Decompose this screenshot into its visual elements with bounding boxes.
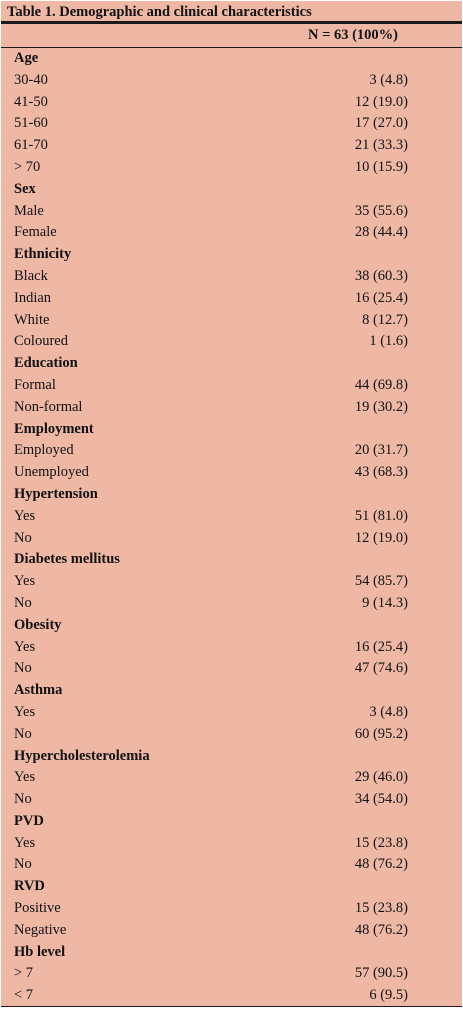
row-value-cell	[298, 462, 408, 484]
row-value: 12 (19.0)	[354, 93, 408, 110]
row-value: 12 (19.0)	[354, 529, 408, 546]
row-value-cell	[298, 331, 408, 353]
row-value: 1 (1.6)	[369, 333, 408, 350]
row-value-cell	[298, 593, 408, 615]
row-value: 51 (81.0)	[354, 507, 408, 524]
table-row	[1, 571, 462, 593]
row-value-cell	[298, 310, 408, 332]
table-row	[1, 506, 462, 528]
table-row	[1, 702, 462, 724]
section-heading-row	[1, 549, 462, 571]
table-row	[1, 201, 462, 223]
table-row	[1, 222, 462, 244]
row-value: 17 (27.0)	[354, 115, 408, 132]
characteristics-table	[1, 1, 462, 1007]
row-value-cell	[298, 222, 408, 244]
section-heading-row	[1, 353, 462, 375]
column-header-n: N = 63 (100%)	[307, 27, 399, 43]
table-row	[1, 113, 462, 135]
section-heading-row	[1, 419, 462, 441]
row-label: Yes	[14, 834, 36, 851]
row-label: Formal	[14, 376, 56, 393]
row-label: Male	[14, 202, 44, 219]
table-header-row	[1, 24, 462, 48]
table-row	[1, 637, 462, 659]
section-label: Ethnicity	[14, 246, 72, 263]
row-value: 15 (23.8)	[354, 900, 408, 917]
table-row	[1, 593, 462, 615]
row-value-cell	[298, 528, 408, 550]
table-row	[1, 963, 462, 985]
row-value-cell	[298, 157, 408, 179]
table-row	[1, 985, 462, 1007]
row-value: 57 (90.5)	[354, 965, 408, 982]
row-value: 43 (68.3)	[354, 464, 408, 481]
section-label: Diabetes mellitus	[14, 551, 120, 568]
section-heading-row	[1, 746, 462, 768]
table-row	[1, 724, 462, 746]
row-label: Yes	[14, 507, 36, 524]
row-label: Black	[14, 267, 48, 284]
section-label: PVD	[14, 812, 44, 829]
row-label: No	[14, 594, 32, 611]
row-value: 34 (54.0)	[354, 791, 408, 808]
row-label: No	[14, 529, 32, 546]
row-value-cell	[298, 898, 408, 920]
section-heading-row	[1, 811, 462, 833]
row-value: 47 (74.6)	[354, 660, 408, 677]
row-label: No	[14, 725, 32, 742]
row-label: Employed	[14, 442, 74, 459]
row-value: 28 (44.4)	[354, 224, 408, 241]
row-value-cell	[298, 789, 408, 811]
row-value-cell	[298, 963, 408, 985]
row-value: 35 (55.6)	[354, 202, 408, 219]
row-value-cell	[298, 658, 408, 680]
row-value-cell	[298, 92, 408, 114]
section-label: Asthma	[14, 682, 63, 699]
row-value: 44 (69.8)	[354, 376, 408, 393]
section-heading-row	[1, 942, 462, 964]
section-label: RVD	[14, 878, 45, 895]
row-label: Indian	[14, 289, 52, 306]
row-value-cell	[298, 571, 408, 593]
section-label: Sex	[14, 180, 36, 197]
table-row	[1, 157, 462, 179]
row-value: 29 (46.0)	[354, 769, 408, 786]
row-value-cell	[298, 920, 408, 942]
row-label: Non-formal	[14, 398, 83, 415]
section-label: Hb level	[14, 943, 66, 960]
section-heading-row	[1, 615, 462, 637]
row-value: 9 (14.3)	[362, 594, 408, 611]
table-row	[1, 266, 462, 288]
row-label: Yes	[14, 573, 36, 590]
section-label: Hypertension	[14, 485, 98, 502]
table-row	[1, 767, 462, 789]
table-row	[1, 70, 462, 92]
row-value-cell	[298, 833, 408, 855]
row-value-cell	[298, 266, 408, 288]
row-label: > 7	[14, 965, 34, 982]
row-label: Yes	[14, 769, 36, 786]
table-row	[1, 854, 462, 876]
row-value-cell	[298, 440, 408, 462]
row-value: 3 (4.8)	[369, 71, 408, 88]
row-value: 54 (85.7)	[354, 573, 408, 590]
row-value: 21 (33.3)	[354, 137, 408, 154]
row-label: Positive	[14, 900, 61, 917]
row-value: 48 (76.2)	[354, 921, 408, 938]
table-row	[1, 462, 462, 484]
bottom-rule	[1, 1006, 462, 1007]
row-label: Coloured	[14, 333, 68, 350]
section-heading-row	[1, 179, 462, 201]
table-row	[1, 92, 462, 114]
row-value-cell	[298, 113, 408, 135]
row-label: 61-70	[14, 137, 48, 154]
row-value-cell	[298, 506, 408, 528]
section-heading-row	[1, 876, 462, 898]
row-label: 51-60	[14, 115, 48, 132]
row-value-cell	[298, 397, 408, 419]
row-value: 16 (25.4)	[354, 638, 408, 655]
table-row	[1, 288, 462, 310]
row-label: 41-50	[14, 93, 48, 110]
row-value-cell	[298, 201, 408, 223]
row-value: 19 (30.2)	[354, 398, 408, 415]
table-row	[1, 833, 462, 855]
row-value: 20 (31.7)	[354, 442, 408, 459]
row-label: < 7	[14, 987, 34, 1004]
table-title: Table 1. Demographic and clinical characteristics	[1, 1, 462, 24]
row-value: 3 (4.8)	[369, 703, 408, 720]
section-heading-row	[1, 244, 462, 266]
row-value: 15 (23.8)	[354, 834, 408, 851]
row-value-cell	[298, 70, 408, 92]
table-row	[1, 135, 462, 157]
row-value-cell	[298, 288, 408, 310]
row-value: 10 (15.9)	[354, 158, 408, 175]
table-row	[1, 331, 462, 353]
section-heading-row	[1, 48, 462, 70]
row-value: 8 (12.7)	[362, 311, 408, 328]
row-label: Yes	[14, 638, 36, 655]
table-row	[1, 789, 462, 811]
row-value: 6 (9.5)	[369, 987, 408, 1004]
row-value: 38 (60.3)	[354, 267, 408, 284]
table-row	[1, 920, 462, 942]
section-label: Education	[14, 355, 78, 372]
row-label: No	[14, 856, 32, 873]
row-value-cell	[298, 135, 408, 157]
row-label: Unemployed	[14, 464, 89, 481]
row-value: 48 (76.2)	[354, 856, 408, 873]
row-value-cell	[298, 854, 408, 876]
table-row	[1, 397, 462, 419]
table-row	[1, 898, 462, 920]
row-value: 16 (25.4)	[354, 289, 408, 306]
row-label: 30-40	[14, 71, 48, 88]
row-label: No	[14, 660, 32, 677]
section-label: Age	[14, 50, 39, 66]
row-label: Yes	[14, 703, 36, 720]
row-label: Negative	[14, 921, 67, 938]
row-value-cell	[298, 375, 408, 397]
row-label: > 70	[14, 158, 41, 175]
row-value-cell	[298, 637, 408, 659]
table-row	[1, 440, 462, 462]
table-body	[1, 48, 462, 1007]
row-label: White	[14, 311, 50, 328]
row-label: Female	[14, 224, 57, 241]
section-heading-row	[1, 680, 462, 702]
table-row	[1, 528, 462, 550]
section-label: Hypercholesterolemia	[14, 747, 150, 764]
row-label: No	[14, 791, 32, 808]
section-label: Employment	[14, 420, 94, 437]
row-value-cell	[298, 702, 408, 724]
row-value: 60 (95.2)	[354, 725, 408, 742]
row-value-cell	[298, 985, 408, 1007]
row-value-cell	[298, 767, 408, 789]
table-row	[1, 375, 462, 397]
table-row	[1, 310, 462, 332]
section-heading-row	[1, 484, 462, 506]
table-row	[1, 658, 462, 680]
section-label: Obesity	[14, 616, 62, 633]
row-value-cell	[298, 724, 408, 746]
